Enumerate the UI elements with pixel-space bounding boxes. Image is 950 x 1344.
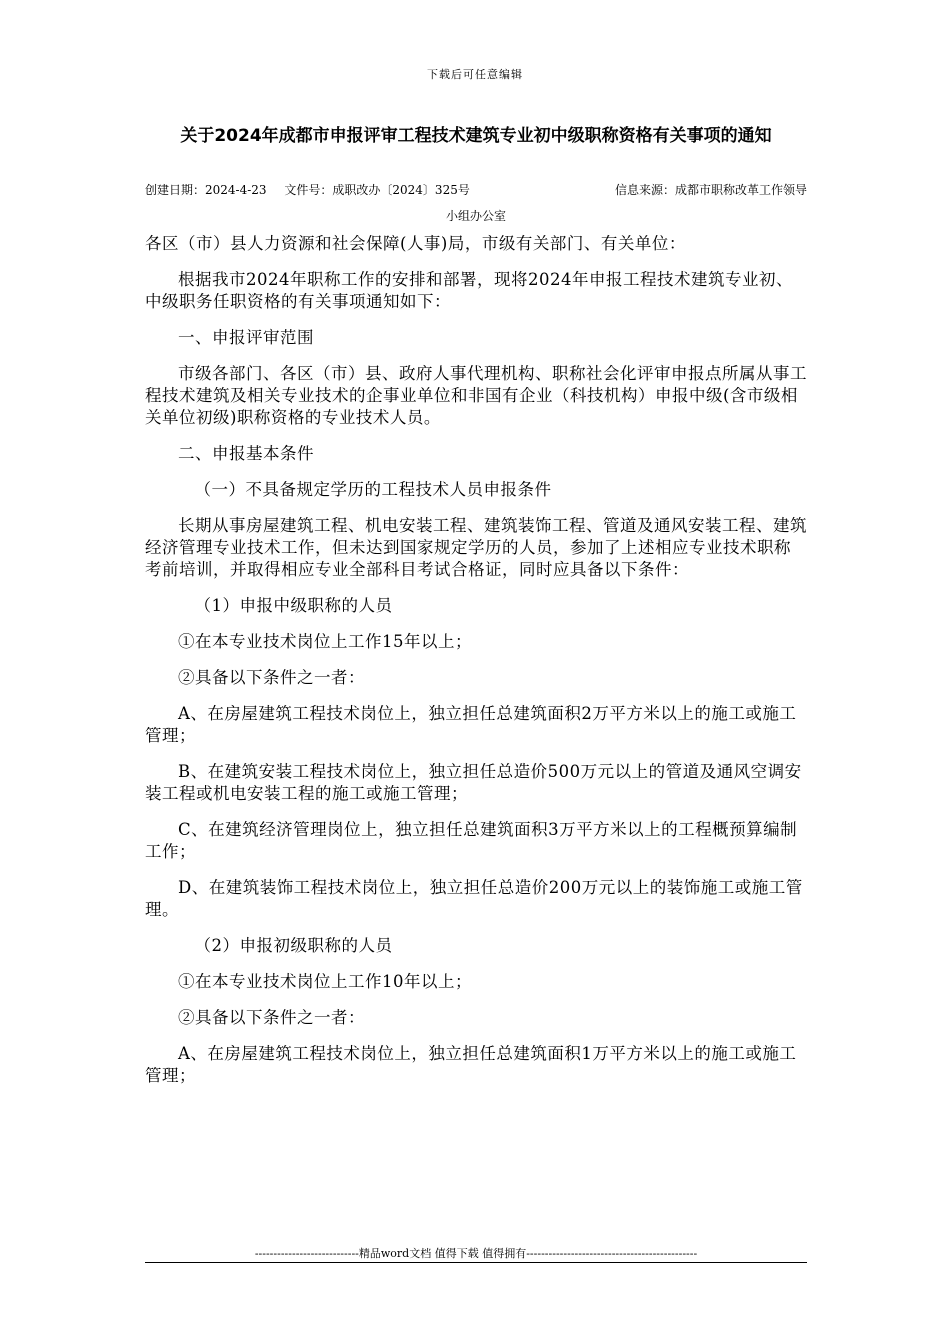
list-heading: （1）申报中级职称的人员: [194, 596, 393, 615]
paragraph: 长期从事房屋建筑工程、机电安装工程、建筑装饰工程、管道及通风安装工程、建筑经济管理专业技术工作，但未达到国家规定学历的人员，参加了上述相应专业技术职称考前培训，并取得相应专业全部科目考试合格证，同时应具备以下条件：: [145, 516, 807, 579]
section-heading: 二、申报基本条件: [178, 444, 314, 463]
footer-divider: [145, 1262, 807, 1263]
footer-note: ----------------------------精品word文档 值得下载 值得拥有----------------------------------------------: [254, 1247, 698, 1260]
salutation: 各区（市）县人力资源和社会保障(人事)局，市级有关部门、有关单位：: [145, 234, 686, 253]
list-item: ②具备以下条件之一者：: [178, 1008, 365, 1027]
meta-left: [145, 177, 484, 203]
paragraph: 根据我市2024年职称工作的安排和部署，现将2024年申报工程技术建筑专业初、中级职务任职资格的有关事项通知如下：: [145, 270, 793, 311]
info-source: 信息来源：成都市职称改革工作领导: [614, 183, 807, 197]
created-date: 创建日期：2024-4-23: [145, 183, 267, 197]
list-heading: （2）申报初级职称的人员: [194, 936, 393, 955]
section-heading: 一、申报评审范围: [178, 328, 314, 347]
info-source-continued: 小组办公室: [445, 209, 506, 223]
document-number: 文件号：成职改办〔2024〕325号: [284, 183, 470, 197]
list-item: ②具备以下条件之一者：: [178, 668, 365, 687]
subsection-heading: （一）不具备规定学历的工程技术人员申报条件: [194, 480, 552, 499]
header-note: 下载后可任意编辑: [427, 68, 523, 81]
condition-item: A、在房屋建筑工程技术岗位上，独立担任总建筑面积2万平方米以上的施工或施工管理；: [145, 704, 797, 745]
paragraph: 市级各部门、各区（市）县、政府人事代理机构、职称社会化评审申报点所属从事工程技术建筑及相关专业技术的企事业单位和非国有企业（科技机构）申报中级(含市级相关单位初级)职称资格的专业技术人员。: [145, 364, 807, 427]
meta-line: [145, 177, 807, 203]
document-body: [145, 233, 807, 1101]
condition-item: A、在房屋建筑工程技术岗位上，独立担任总建筑面积1万平方米以上的施工或施工管理；: [145, 1044, 797, 1085]
list-item: ①在本专业技术岗位上工作10年以上；: [178, 972, 472, 991]
condition-item: D、在建筑装饰工程技术岗位上，独立担任总造价200万元以上的装饰施工或施工管理。: [145, 878, 803, 919]
condition-item: B、在建筑安装工程技术岗位上，独立担任总造价500万元以上的管道及通风空调安装工程或机电安装工程的施工或施工管理；: [145, 762, 802, 803]
document-meta: [145, 177, 807, 229]
document-title: 关于2024年成都市申报评审工程技术建筑专业初中级职称资格有关事项的通知: [180, 126, 772, 146]
list-item: ①在本专业技术岗位上工作15年以上；: [178, 632, 472, 651]
condition-item: C、在建筑经济管理岗位上，独立担任总建筑面积3万平方米以上的工程概预算编制工作；: [145, 820, 798, 861]
